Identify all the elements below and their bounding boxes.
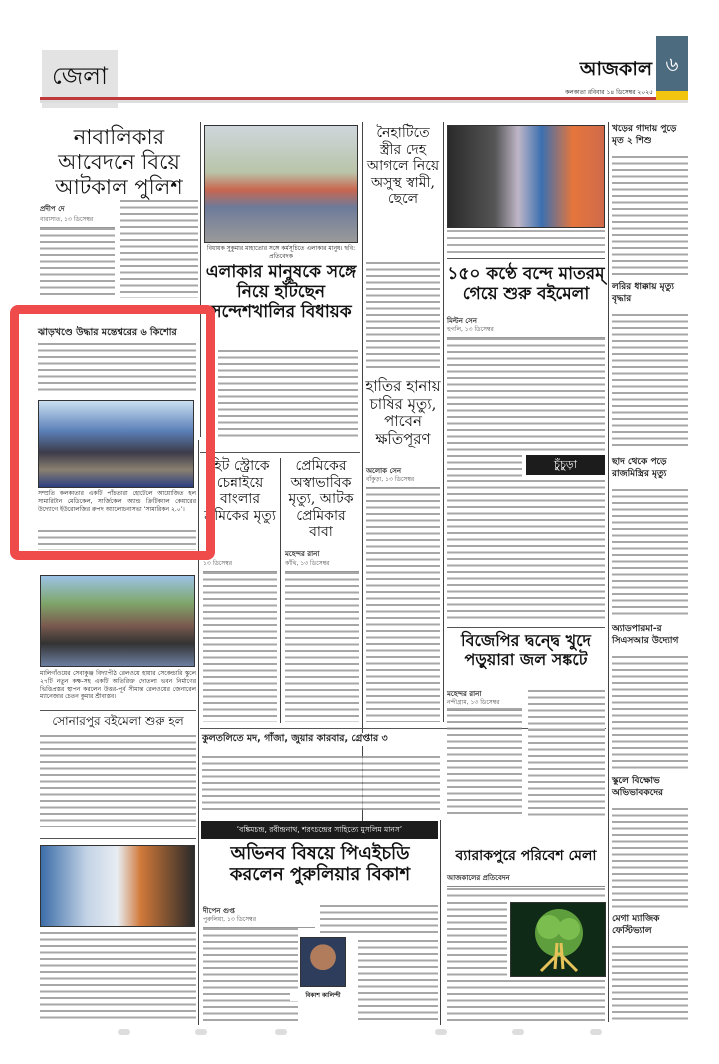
photo-caption: সম্প্রতি কলকাতার একটি পাঁচতারা হোটেলে আয়োজিত হল সামারিটান মেডিকেল, সার্জিকেল অ্যান্ড ক্রিটিক্যাল কেয়ারের উদ্যোগে ইউরোলজির রুপদ অ্যালোচনাসভা ‘সামারিকন ২.০’। <box>38 490 196 513</box>
article-body <box>447 455 522 477</box>
article-body <box>447 902 507 977</box>
photo-school-foundation <box>40 575 195 667</box>
tree-icon <box>511 903 606 977</box>
article-body <box>612 946 688 1023</box>
divider <box>447 627 605 628</box>
brief-headline: মেগা ম্যাজিক ফেস্টিভ্যাল <box>612 913 688 937</box>
registration-mark <box>435 1029 447 1035</box>
byline: প্রদীপ দে <box>40 205 65 213</box>
photo-caption: মালিগাঁওয়ের সেবাকুঞ্জ বিদ্যাপীঠ রেলওয়ে হায়ার সেকেন্ডারি স্কুলে ২৭টি নতুন কক্ষ-সহ একটি অতিরিক্ত দোতলা ভবন নির্মাণের ভিত্তিপ্রস্তর স্থাপন করলেন উত্তর-পূর্ব সীমান্ত রেলওয়ের জেনারেল ম্যানেজার চেতন কুমার শ্রীবাস্তব। <box>40 670 196 701</box>
section-label: জেলা <box>51 62 109 90</box>
photo-conference-speaker <box>40 845 195 927</box>
registration-mark <box>512 1029 524 1035</box>
article-body <box>612 156 688 278</box>
photo-caption: বিধায়ক সুকুমার মাহাতোর সঙ্গে কর্মসূচিতে এলাকার মানুষ। ছবি: প্রতিবেদক <box>206 245 356 260</box>
page-number-strip <box>656 91 688 100</box>
portrait-bikash-kalindi <box>300 937 346 987</box>
divider <box>447 258 605 259</box>
column-rule <box>200 122 201 437</box>
brief-headline: লরির ধাক্কায় মৃত্যু বৃদ্ধার <box>612 281 688 305</box>
byline: মহেন্দর রানা <box>447 690 482 698</box>
quote-kicker: ‘বঙ্কিমচন্দ্র, রবীন্দ্রনাথ, শরৎচন্দ্রের সাহিত্যে মুসলিম মানস’ <box>201 821 438 839</box>
photo-group-rally <box>204 125 358 243</box>
article-body <box>612 808 688 909</box>
article-body <box>447 980 605 1023</box>
photo-caption <box>447 230 605 254</box>
edition-dateline: কলকাতা রবিবার ১৪ ডিসেম্বর ২০২৫ <box>565 89 653 96</box>
registration-mark <box>195 1029 207 1035</box>
article-body <box>40 735 196 827</box>
article-body <box>358 940 438 1023</box>
article-body <box>612 314 688 450</box>
headline: ঝাড়খণ্ডে উদ্ধার মন্তেশ্বরের ৬ কিশোর <box>38 327 198 340</box>
photo-samaricon-event <box>38 400 194 488</box>
divider <box>40 838 196 839</box>
column-rule <box>362 122 363 822</box>
byline: মহেন্দর রানা <box>285 550 320 558</box>
divider <box>40 710 196 711</box>
registration-mark <box>275 1029 287 1035</box>
photo-academy-event <box>447 125 605 228</box>
dateline: বাঁকুড়া, ১৩ ডিসেম্বর <box>366 474 440 488</box>
article-body <box>447 708 522 818</box>
divider <box>200 452 360 453</box>
article-body <box>38 343 196 393</box>
article-body <box>612 489 688 618</box>
headline: অভিনব বিষয়ে পিএইচডি করলেন পুরুলিয়ার বিকাশ <box>201 843 439 885</box>
byline: আজকালের প্রতিবেদন <box>447 872 605 887</box>
column-rule <box>608 122 609 1022</box>
header-rule-shadow <box>40 100 688 103</box>
dateline: পুরুলিয়া, ১৩ ডিসেম্বর <box>203 914 315 928</box>
dateline: নন্দীগ্রাম, ১৩ ডিসেম্বর <box>447 697 522 711</box>
headline: সোনারপুর বইমেলা শুরু হল <box>40 714 196 728</box>
headline: হাতির হানায় চাষির মৃত্যু, পাবেন ক্ষতিপূরণ <box>365 377 441 449</box>
article-body <box>320 905 438 935</box>
article-body <box>202 756 440 810</box>
dateline: বারাসাত, ১৩ ডিসেম্বর <box>40 214 115 228</box>
article-body <box>218 350 358 438</box>
article-body <box>447 338 605 453</box>
page-number: ৬ <box>665 52 679 76</box>
dateline: কাঁথি, ১৩ ডিসেম্বর <box>285 558 359 572</box>
headline: প্রেমিকের অস্বাভাবিক মৃত্যু, আটক প্রেমিকার বাবা <box>283 458 359 541</box>
brief-headline: ছাদ থেকে পড়ে রাজমিস্ত্রির মৃত্যু <box>612 456 688 480</box>
article-body <box>203 572 277 722</box>
headline: এলাকার মানুষকে সঙ্গে নিয়ে হাঁটছেন সন্দেশখালির বিধায়ক <box>203 262 359 322</box>
headline: নৈহাটিতে স্ত্রীর দেহ আগলে নিয়ে অসুস্থ স্বামী, ছেলে <box>366 125 440 208</box>
brief-headline: খড়ের গাদায় পুড়ে মৃত ২ শিশু <box>612 123 688 147</box>
headline: ব্যারাকপুরে পরিবেশ মেলা <box>445 848 607 865</box>
headline: বিজেপির দ্বন্দ্বে খুদে পড়ুয়ারা জল সঙ্কটে <box>446 632 606 670</box>
tree-illustration <box>510 902 606 977</box>
column-rule <box>440 820 441 1025</box>
column-rule <box>198 440 199 1025</box>
article-body <box>120 200 198 298</box>
headline: ১৫০ কণ্ঠে বন্দে মাতরম্ গেয়ে শুরু বইমেলা <box>447 264 605 305</box>
newspaper-logo: আজকাল <box>570 58 652 80</box>
article-body <box>203 928 298 1023</box>
page-number-box <box>656 36 688 100</box>
headline: কুলতলিতে মদ, গাঁজা, জুয়ার কারবার, গ্রেপ্তার ৩ <box>202 733 442 746</box>
dateline: ১৩ ডিসেম্বর <box>203 558 277 572</box>
brief-headline: অ্যাডপারমা-র সিএসআর উদ্যোগ <box>612 623 688 647</box>
byline: মিল্টন সেন <box>447 317 477 325</box>
article-body <box>285 572 359 722</box>
column-rule <box>280 458 281 723</box>
article-body <box>40 228 115 298</box>
article-body <box>366 262 440 370</box>
article-body <box>38 530 196 550</box>
byline: দীপেন গুপ্ত <box>203 907 235 915</box>
article-body <box>447 480 605 620</box>
dateline: হুগলি, ১৩ ডিসেম্বর <box>447 324 605 338</box>
article-body <box>447 888 605 900</box>
headline: হিট স্ট্রোকে চেন্নাইয়ে বাংলার শ্রমিকের মৃত্যু <box>202 458 278 524</box>
headline: নাবালিকার আবেদনে বিয়ে আটকাল পুলিশ <box>40 125 198 199</box>
portrait-caption: বিকাশ কালিন্দী <box>290 990 356 1001</box>
brief-headline: স্কুলে বিক্ষোভ অভিভাবকদের <box>612 775 688 799</box>
article-body <box>528 690 605 818</box>
article-body <box>366 487 440 722</box>
article-body <box>612 656 688 770</box>
location-tag: চুঁচুড়া <box>526 455 605 475</box>
column-rule <box>443 122 444 722</box>
registration-mark <box>590 1029 602 1035</box>
article-body <box>40 932 196 1022</box>
registration-mark <box>118 1029 130 1035</box>
byline: অলোক সেন <box>366 467 402 475</box>
